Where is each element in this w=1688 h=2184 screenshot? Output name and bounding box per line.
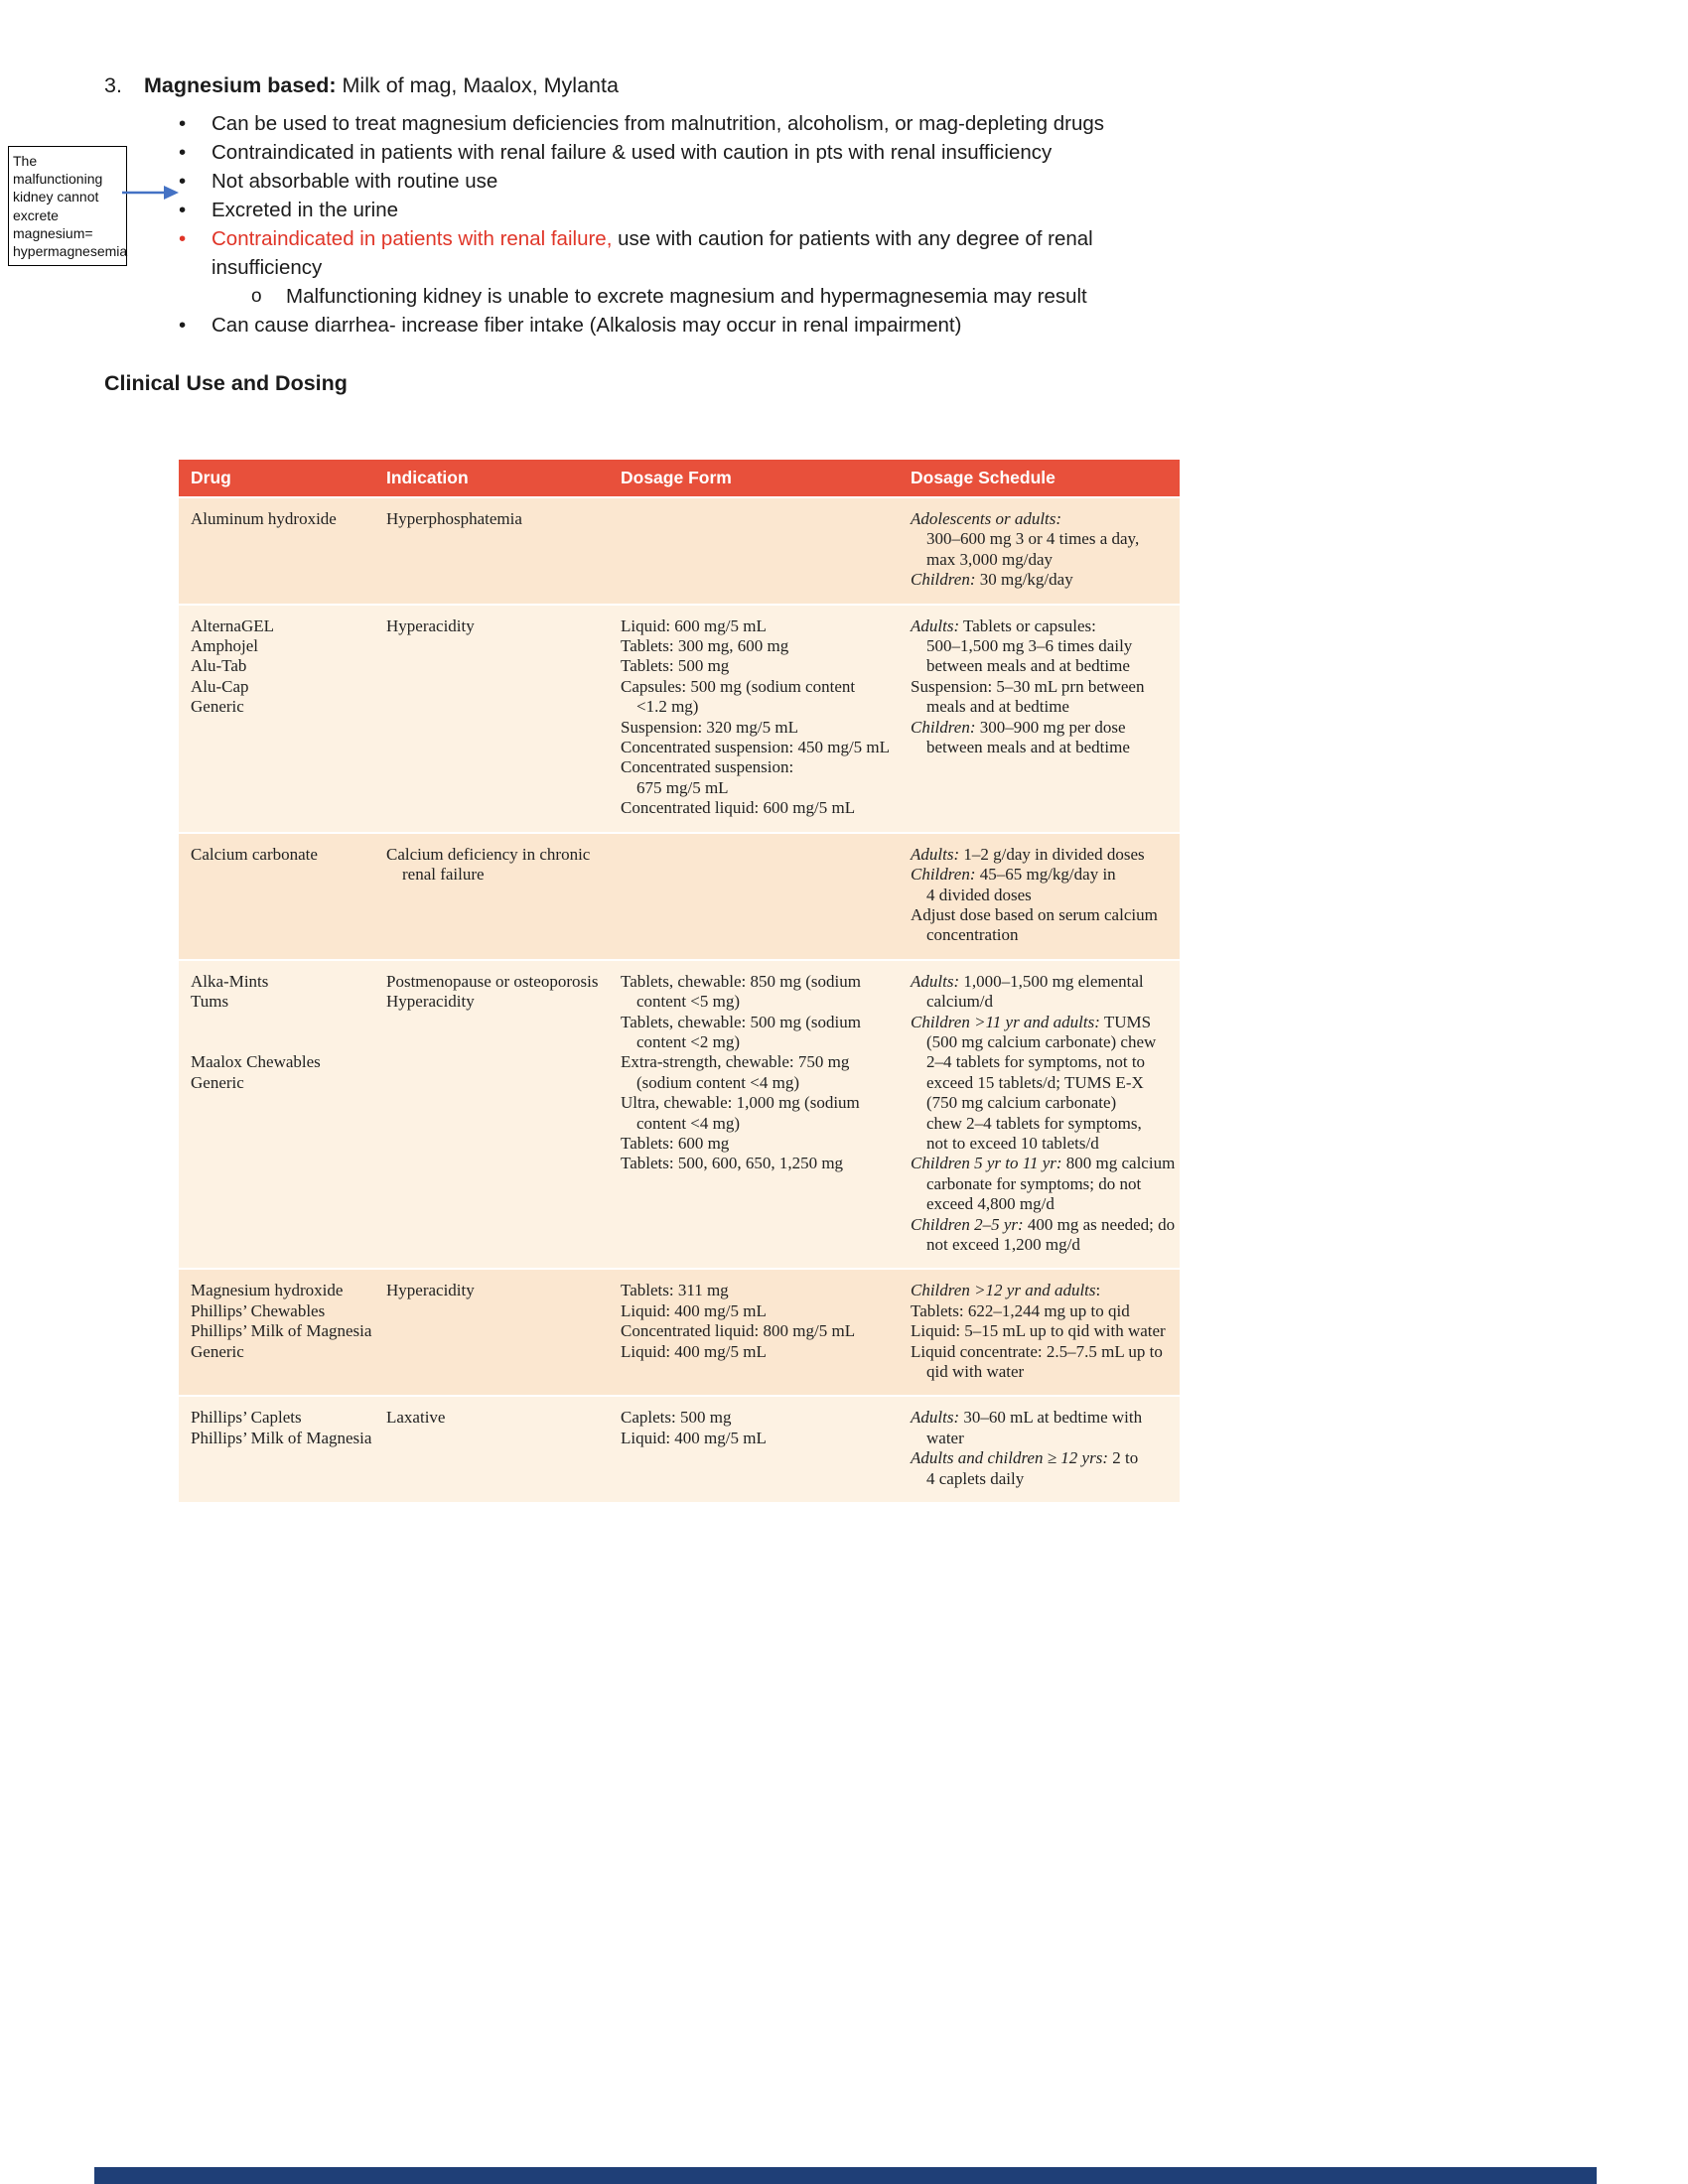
table-cell-drug: Phillips’ Caplets Phillips’ Milk of Magnesia	[179, 1396, 374, 1502]
bullet-marker: •	[179, 112, 187, 135]
table-cell-schedule: Adults: 1,000–1,500 mg elemental calcium/d Children >11 yr and adults: TUMS (500 mg calcium carbonate) chew 2–4 tablets for symptoms, not to exceed 15 tablets/d; TUMS E-X (750 mg calcium carbonate) chew 2–4 tablets for symptoms, not to exceed 10 tablets/d Children 5 yr to 11 yr: 800 mg calcium carbonate for symptoms; do not exceed 4,800 mg/d Children 2–5 yr: 400 mg as needed; do not exceed 1,200 mg/d	[899, 960, 1180, 1270]
bullet-item	[104, 167, 1201, 196]
table-row	[179, 1396, 1180, 1502]
bullet-text: Contraindicated in patients with renal failure, use with caution for patients with any degree of renal insufficiency	[211, 227, 1093, 279]
table-row	[179, 833, 1180, 960]
bullet-marker: •	[179, 170, 187, 193]
table-cell-form: Tablets, chewable: 850 mg (sodium content <5 mg) Tablets, chewable: 500 mg (sodium content <2 mg) Extra-strength, chewable: 750 mg (sodium content <4 mg) Ultra, chewable: 1,000 mg (sodium content <4 mg) Tablets: 600 mg Tablets: 500, 600, 650, 1,250 mg	[609, 960, 899, 1270]
numbered-heading	[104, 71, 1435, 100]
bullet-marker: •	[179, 314, 187, 337]
table-row	[179, 497, 1180, 605]
heading-rest: Milk of mag, Maalox, Mylanta	[336, 73, 619, 97]
table-cell-schedule: Adolescents or adults: 300–600 mg 3 or 4 times a day, max 3,000 mg/day Children: 30 mg/kg/day	[899, 497, 1180, 605]
dosing-table	[179, 460, 1180, 1502]
table-row	[179, 960, 1180, 1270]
table-cell-form	[609, 833, 899, 960]
table-cell-form: Caplets: 500 mg Liquid: 400 mg/5 mL	[609, 1396, 899, 1502]
table-cell-indication: Hyperacidity	[374, 1269, 609, 1396]
bullet-text: Not absorbable with routine use	[211, 170, 498, 193]
table-cell-schedule: Adults: Tablets or capsules: 500–1,500 mg 3–6 times daily between meals and at bedtime Suspension: 5–30 mL prn between meals and at bedtime Children: 300–900 mg per dose between meals and at bedtime	[899, 605, 1180, 833]
table-cell-drug: Alka-Mints Tums Maalox Chewables Generic	[179, 960, 374, 1270]
table-cell-indication: Laxative	[374, 1396, 609, 1502]
sub-bullet-item	[104, 282, 1201, 311]
dosing-table-body	[179, 497, 1180, 1502]
table-cell-schedule: Children >12 yr and adults: Tablets: 622–1,244 mg up to qid Liquid: 5–15 mL up to qid with water Liquid concentrate: 2.5–7.5 mL up to qid with water	[899, 1269, 1180, 1396]
bullet-text: Excreted in the urine	[211, 199, 399, 221]
list-number: 3.	[104, 73, 122, 97]
table-cell-indication: Hyperphosphatemia	[374, 497, 609, 605]
column-header: Dosage Schedule	[899, 460, 1180, 497]
table-cell-drug: Aluminum hydroxide	[179, 497, 374, 605]
dosing-table-header-row	[179, 460, 1180, 497]
bullet-text: Contraindicated in patients with renal failure & used with caution in pts with renal insufficiency	[211, 141, 1053, 164]
document-content	[104, 71, 1435, 1502]
bullet-text: Can cause diarrhea- increase fiber intake (Alkalosis may occur in renal impairment)	[211, 314, 962, 337]
column-header: Drug	[179, 460, 374, 497]
table-row	[179, 1269, 1180, 1396]
bullet-marker: o	[251, 286, 262, 307]
column-header: Dosage Form	[609, 460, 899, 497]
table-cell-drug: AlternaGEL Amphojel Alu-Tab Alu-Cap Generic	[179, 605, 374, 833]
table-cell-schedule: Adults: 1–2 g/day in divided doses Children: 45–65 mg/kg/day in 4 divided doses Adjust dose based on serum calcium concentration	[899, 833, 1180, 960]
table-cell-indication: Calcium deficiency in chronic renal failure	[374, 833, 609, 960]
bullet-item	[104, 224, 1201, 282]
table-cell-drug: Magnesium hydroxide Phillips’ Chewables Phillips’ Milk of Magnesia Generic	[179, 1269, 374, 1396]
table-cell-form: Tablets: 311 mg Liquid: 400 mg/5 mL Concentrated liquid: 800 mg/5 mL Liquid: 400 mg/5 mL	[609, 1269, 899, 1396]
bullet-marker: •	[179, 227, 187, 250]
bullet-item	[104, 109, 1201, 138]
table-cell-schedule: Adults: 30–60 mL at bedtime with water Adults and children ≥ 12 yrs: 2 to 4 caplets daily	[899, 1396, 1180, 1502]
bullet-item	[104, 311, 1201, 340]
bullet-text: Malfunctioning kidney is unable to excrete magnesium and hypermagnesemia may result	[286, 285, 1087, 308]
section-title: Clinical Use and Dosing	[104, 371, 348, 395]
bullet-marker: •	[179, 141, 187, 164]
bullet-item	[104, 196, 1201, 224]
table-cell-form	[609, 497, 899, 605]
heading-text	[144, 71, 619, 100]
table-cell-indication: Postmenopause or osteoporosis Hyperacidity	[374, 960, 609, 1270]
heading-bold: Magnesium based:	[144, 73, 337, 97]
column-header: Indication	[374, 460, 609, 497]
table-cell-form: Liquid: 600 mg/5 mL Tablets: 300 mg, 600 mg Tablets: 500 mg Capsules: 500 mg (sodium content <1.2 mg) Suspension: 320 mg/5 mL Concentrated suspension: 450 mg/5 mL Concentrated suspension: 675 mg/5 mL Concentrated liquid: 600 mg/5 mL	[609, 605, 899, 833]
bullet-item	[104, 138, 1201, 167]
dosing-table-wrapper	[179, 460, 1435, 1502]
table-cell-indication: Hyperacidity	[374, 605, 609, 833]
margin-callout-text: The malfunctioning kidney cannot excrete magnesium= hypermagnesemia	[13, 153, 128, 259]
bottom-blue-bar	[94, 2167, 1597, 2184]
table-row	[179, 605, 1180, 833]
bullet-text: Can be used to treat magnesium deficiencies from malnutrition, alcoholism, or mag-depleting drugs	[211, 112, 1105, 135]
bullet-list	[104, 109, 1201, 340]
table-cell-drug: Calcium carbonate	[179, 833, 374, 960]
bullet-marker: •	[179, 199, 187, 221]
